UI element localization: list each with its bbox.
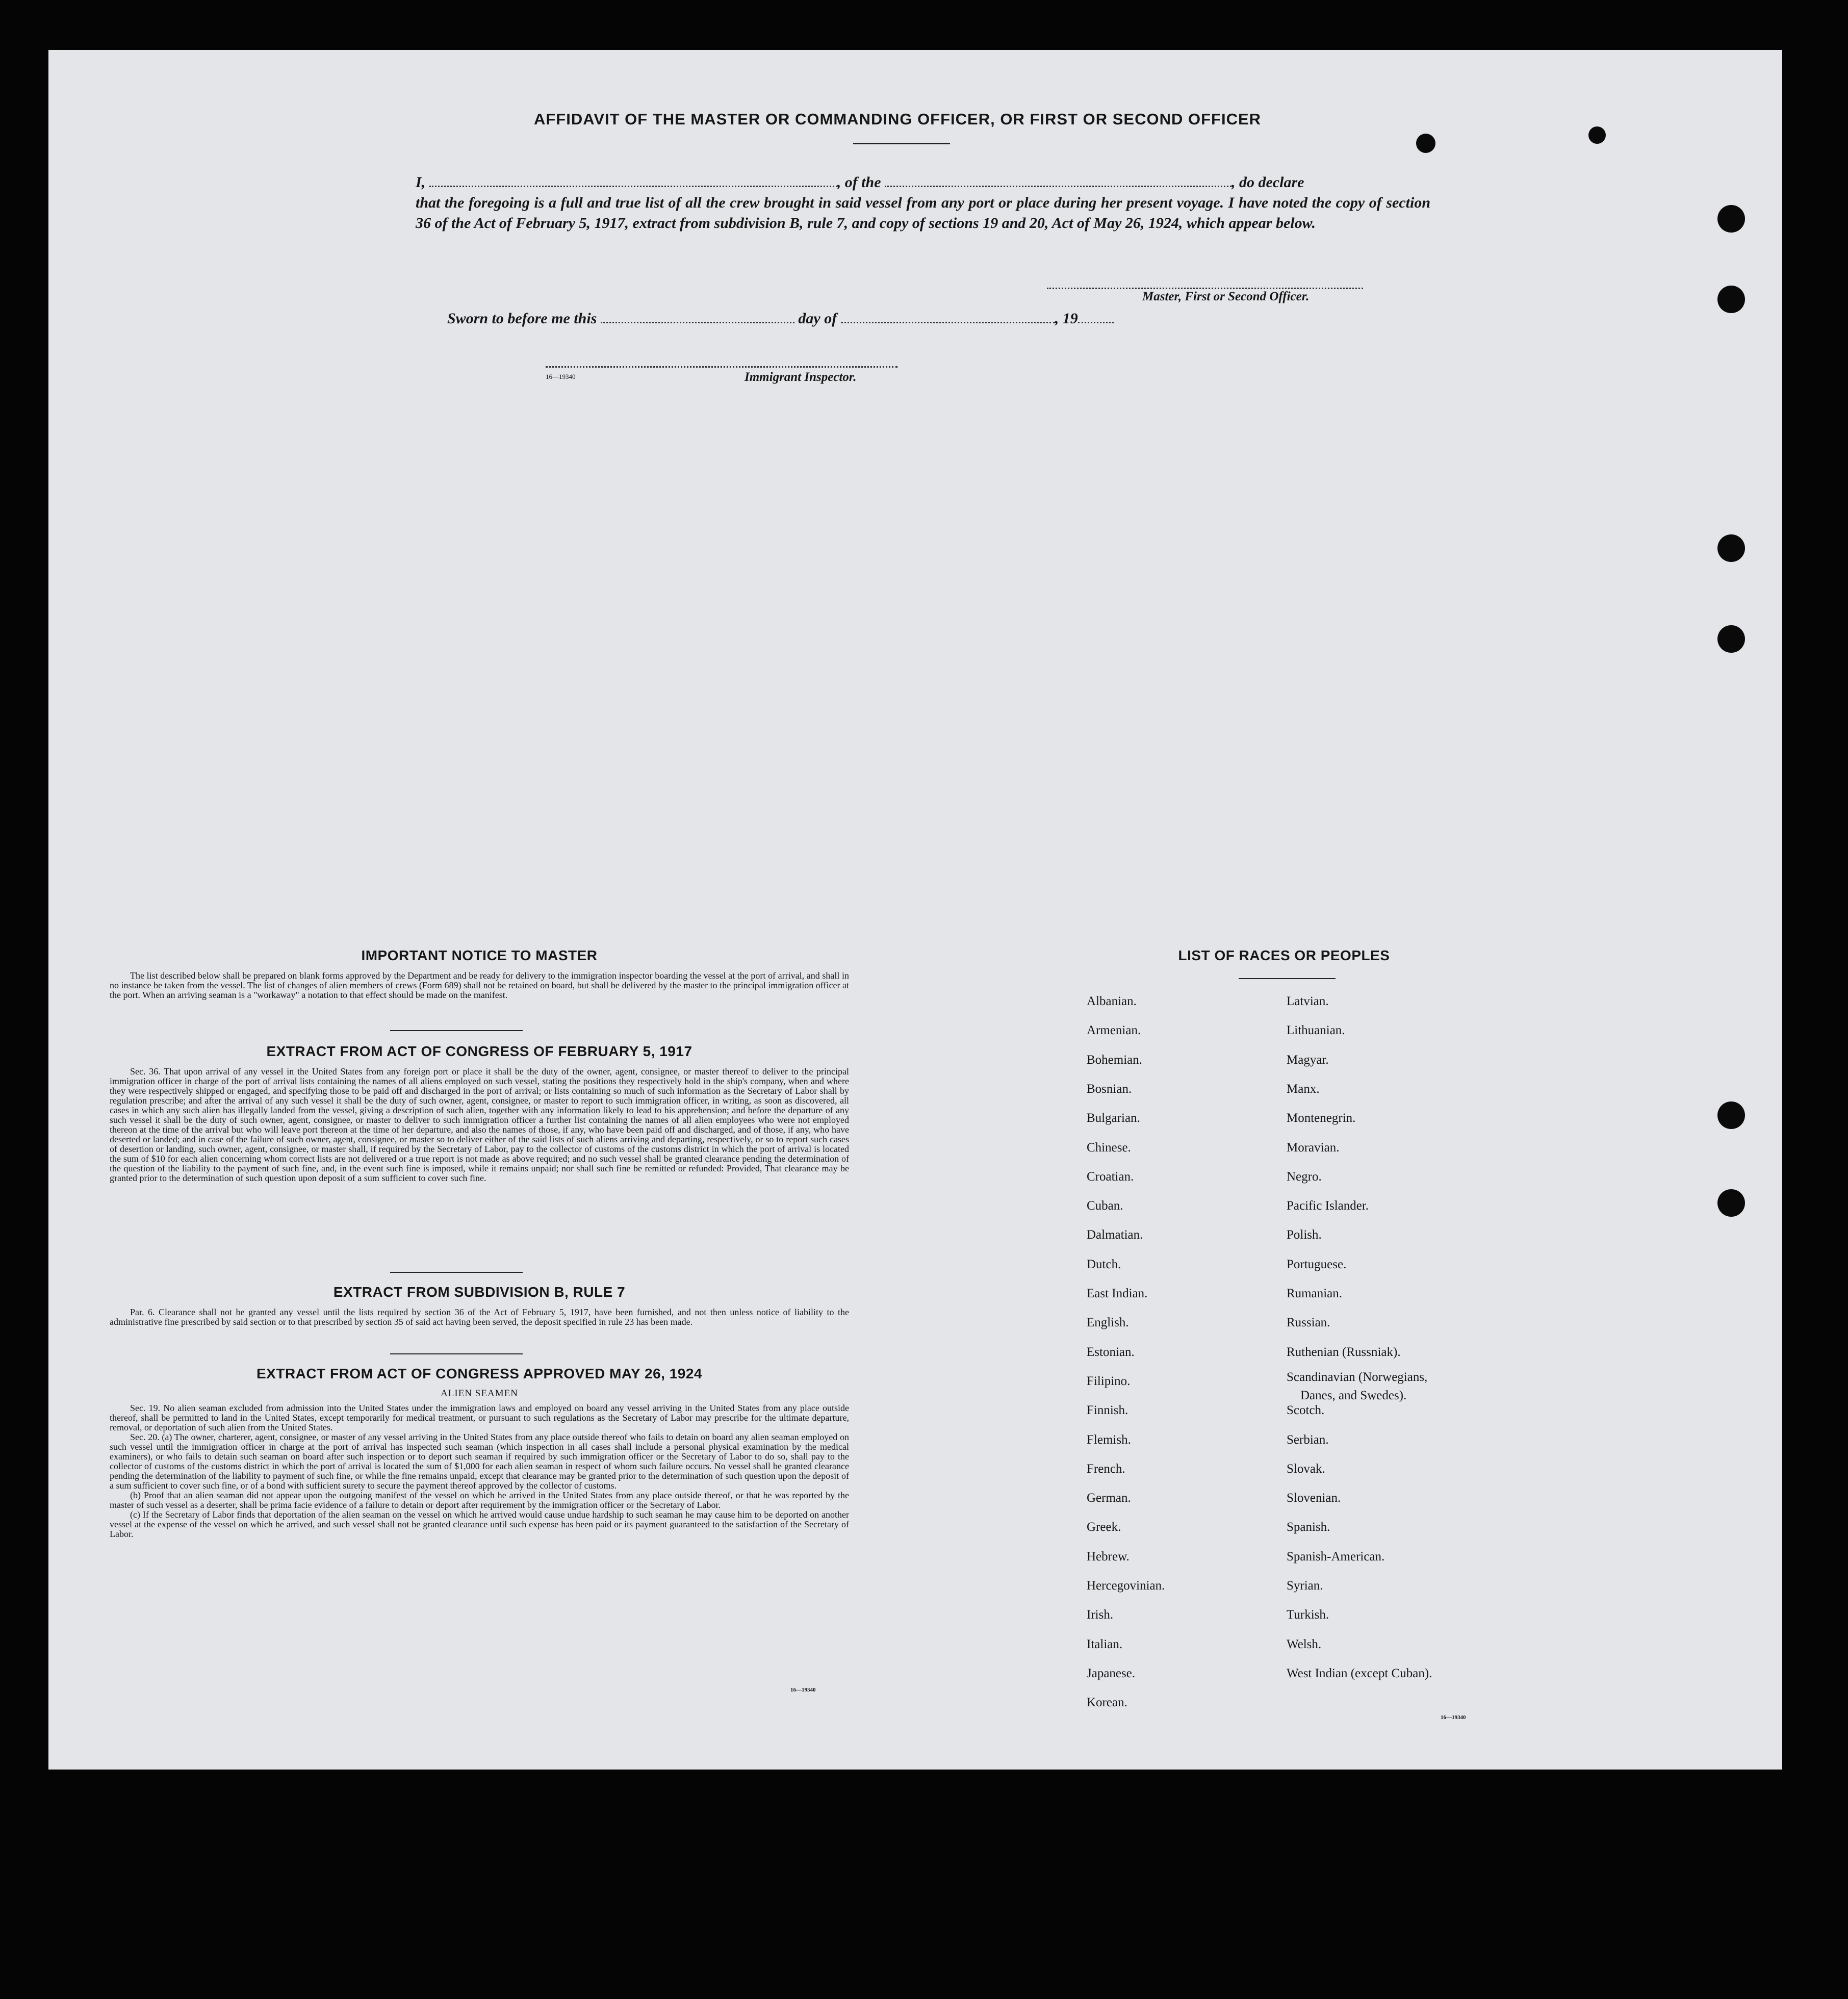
notice-title: IMPORTANT NOTICE TO MASTER [361,947,598,963]
binder-hole [1717,286,1745,313]
year-label: , 19 [1055,310,1078,327]
race-item: French. [1087,1462,1125,1476]
race-item: Greek. [1087,1520,1121,1534]
race-item: Filipino. [1087,1374,1131,1388]
race-item: Korean. [1087,1696,1127,1709]
subdivision-b-text [110,1308,849,1327]
race-item: Dutch. [1087,1258,1121,1271]
race-item: Bulgarian. [1087,1111,1140,1125]
race-item: Dalmatian. [1087,1228,1143,1242]
race-item: Bosnian. [1087,1082,1132,1096]
act-1917-paragraph: Sec. 36. That upon arrival of any vessel in the United States from any foreign port or place it shall be the duty of the owner, agent, consignee, or master thereof to deliver to the principal immigration officer in charge of the port of arrival lists containing the names of all aliens employed on such vessel, stating the positions they respectively hold in the ship's company, when and where they were respectively shipped or engaged, and specifying those to be paid off and discharged in the port of arrival; or lists containing so much of such information as the Secretary of Labor shall by regulation prescribe; and after the arrival of any such vessel it shall be the duty of such owner, agent, consignee, or master to report to such immigration officer, in writing, as soon as discovered, all cases in which any such alien has illegally landed from the vessel, giving a description of such alien, together with any information likely to lead to his apprehension; and before the departure of any such vessel it shall be the duty of such owner, agent, consignee, or master to deliver to such immigration officer a further list containing the names of all alien employees who were not employed thereon at the time of the arrival but who will leave port thereon at the time of her departure, and also the names of those, if any, who have been paid off and discharged, and of those, if any, who have deserted or landed; and in case of the failure of such owner, agent, consignee, or master so to deliver either of the said lists of such aliens arriving and departing, respectively, or so to report such cases of desertion or landing, such owner, agent, consignee, or master shall, if required by the Secretary of Labor, pay to the collector of customs of the customs district in which the port of arrival is located the sum of $10 for each alien concerning whom correct lists are not delivered or a true report is not made as above required; and no such vessel shall be granted clearance pending the determination of the question of the liability to the payment of such fine, and, in the event such fine is imposed, while it remains unpaid; nor shall such fine be remitted or refunded: Provided, That clearance may be granted prior to the determination of such question upon deposit of a sum sufficient to cover such fine. [110,1066,849,1183]
race-item: Pacific Islander. [1287,1199,1369,1213]
race-item: Hebrew. [1087,1550,1130,1564]
declare-label: , do declare [1231,174,1304,191]
vessel-name-field[interactable] [885,174,1231,187]
race-item: Spanish. [1287,1520,1330,1534]
subdivision-b-paragraph: Par. 6. Clearance shall not be granted any vessel until the lists required by section 36 of the Act of February 5, 1917, have been furnished, and not then unless notice of liability to the administrative fine prescribed by said section or to that prescribed by section 35 of said act having been served, the deposit specified in rule 23 has been made. [110,1307,849,1327]
race-item: Negro. [1287,1170,1322,1184]
race-item: Croatian. [1087,1170,1134,1184]
sworn-year-field[interactable] [1078,311,1114,323]
races-title-divider [1239,978,1336,979]
races-title: LIST OF RACES OR PEOPLES [1178,947,1390,963]
act-1924-sec-19: Sec. 19. No alien seaman excluded from admission into the United States under the immigration laws and employed on board any vessel arriving in the United States from any place outside thereof, shall be permitted to land in the United States, except temporarily for medical treatment, or pursuant to such regulations as the Secretary of Labor may prescribe for the ultimate departure, removal, or deportation of such alien from the United States. [110,1403,849,1432]
form-page [48,50,1782,1770]
race-item: Rumanian. [1287,1287,1343,1300]
sworn-month-field[interactable] [841,311,1055,323]
race-item: Irish. [1087,1608,1114,1622]
race-item: Moravian. [1287,1141,1340,1155]
race-item: Spanish-American. [1287,1550,1385,1564]
race-item: Polish. [1287,1228,1322,1242]
race-item: Cuban. [1087,1199,1123,1213]
declaration-line [416,172,1430,193]
form-number: 16—19340 [790,1687,816,1693]
act-1924-subtitle: ALIEN SEAMEN [441,1388,518,1399]
race-item: Slovenian. [1287,1491,1341,1505]
binder-hole [1717,534,1745,562]
race-item: Ruthenian (Russniak). [1287,1345,1401,1359]
sworn-line [447,310,1114,327]
inspector-signature-field[interactable] [546,366,897,368]
title-divider [853,143,950,144]
race-item: East Indian. [1087,1287,1148,1300]
race-item: English. [1087,1316,1129,1329]
race-item: Albanian. [1087,994,1137,1008]
declarant-name-field[interactable] [429,174,837,187]
section-divider [390,1030,523,1031]
punch-mark [1588,126,1606,144]
race-item: Magyar. [1287,1053,1329,1067]
vessel-label: , of the [837,174,881,191]
inspector-label: Immigrant Inspector. [745,370,857,384]
race-item: Portuguese. [1287,1258,1347,1271]
race-item: Montenegrin. [1287,1111,1356,1125]
race-item: Serbian. [1287,1433,1329,1447]
race-item: Chinese. [1087,1141,1131,1155]
race-item: Russian. [1287,1316,1330,1329]
race-item: Japanese. [1087,1667,1136,1680]
declaration-text: that the foregoing is a full and true list of all the crew brought in said vessel from any port or place during her present voyage. I have noted the copy of section 36 of the Act of February 5, 1917, extract from subdivision B, rule 7, and copy of sections 19 and 20, Act of May 26, 1924, which appear below. [416,194,1430,232]
declarant-label: I, [416,174,426,191]
race-item: West Indian (except Cuban). [1287,1667,1432,1680]
race-item: Armenian. [1087,1023,1141,1037]
race-item: German. [1087,1491,1131,1505]
race-item: Latvian. [1287,994,1329,1008]
notice-paragraph: The list described below shall be prepared on blank forms approved by the Department and be ready for delivery to the immigration inspector boarding the vessel at the port of arrival, and shall in no instance be taken from the vessel. The list of changes of alien members of crews (Form 689) shall not be retained on board, but shall be delivered by the master to the principal immigration officer at the port. When an arriving seaman is a "workaway" a notation to that effect should be made on the manifest. [110,970,849,1000]
act-1917-text [110,1067,849,1183]
race-item: Scandinavian (Norwegians, [1287,1370,1428,1384]
act-1924-sec-20b: (b) Proof that an alien seaman did not appear upon the outgoing manifest of the vessel on which he arrived in the United States from any place outside thereof, or that he was reported by the master of such vessel as a deserter, shall be prima facie evidence of a failure to detain or deport after requirement by the immigration officer or the Secretary of Labor. [110,1490,849,1510]
race-item: Italian. [1087,1637,1123,1651]
race-item: Lithuanian. [1287,1023,1345,1037]
section-divider [390,1353,523,1354]
affidavit-title: AFFIDAVIT OF THE MASTER OR COMMANDING OFFICER, OR FIRST OR SECOND OFFICER [533,110,1262,128]
binder-hole [1717,625,1745,653]
binder-hole [1717,1101,1745,1129]
notice-text [110,971,849,1000]
race-item: Flemish. [1087,1433,1131,1447]
day-of-label: day of [798,310,837,327]
act-1924-sec-20c: (c) If the Secretary of Labor finds that deportation of the alien seaman on the vessel on which he arrived would cause undue hardship to such seaman he may cause him to be deported on another vessel at the expense of the vessel on which he arrived, and such vessel shall not be granted clearance until such expense has been paid or its payment guaranteed to the satisfaction of the Secretary of Labor. [110,1509,849,1539]
sworn-day-field[interactable] [601,311,794,323]
race-item: Welsh. [1287,1637,1322,1651]
race-item: Turkish. [1287,1608,1329,1622]
sworn-label: Sworn to before me this [447,310,597,327]
race-item: Estonian. [1087,1345,1135,1359]
race-item: Bohemian. [1087,1053,1143,1067]
race-item: Slovak. [1287,1462,1325,1476]
race-item: Danes, and Swedes). [1300,1389,1407,1402]
act-1924-title: EXTRACT FROM ACT OF CONGRESS APPROVED MAY 26, 1924 [256,1366,702,1381]
race-item: Manx. [1287,1082,1320,1096]
master-signature-field[interactable] [1047,288,1363,289]
subdivision-b-title: EXTRACT FROM SUBDIVISION B, RULE 7 [333,1284,626,1300]
act-1917-title: EXTRACT FROM ACT OF CONGRESS OF FEBRUARY 5, 1917 [266,1043,692,1059]
binder-hole [1717,1189,1745,1217]
race-item: Scotch. [1287,1403,1325,1417]
ink-spot [1416,134,1435,153]
race-item: Syrian. [1287,1579,1323,1593]
act-1924-text [110,1403,849,1539]
master-signature-label: Master, First or Second Officer. [1142,290,1310,303]
section-divider [390,1272,523,1273]
race-item: Hercegovinian. [1087,1579,1165,1593]
affidavit-body [416,172,1430,234]
form-number: 16—19340 [1441,1714,1466,1721]
act-1924-sec-20a: Sec. 20. (a) The owner, charterer, agent, consignee, or master of any vessel arriving in the United States from any place outside thereof who fails to detain on board any alien seaman employed on such vessel until the immigration officer in charge at the port of arrival has inspected such seaman (which inspection in all cases shall include a personal physical examination by the medical examiners), or who fails to detain such seaman on board after such inspection or to deport such seaman if required by such immigration officer or the Secretary of Labor to do so, shall pay to the collector of customs of the customs district in which the port of arrival is located the sum of $1,000 for each alien seaman in respect of whom such failure occurs. No vessel shall be granted clearance pending the determination of the liability to payment of such fine, or while the fine remains unpaid, except that clearance may be granted prior to the determination of such question upon the deposit of a sum sufficient to cover such fine, or of a bond with sufficient surety to secure the payment thereof approved by the collector of customs. [110,1432,849,1491]
race-item: Finnish. [1087,1403,1128,1417]
form-number: 16—19340 [546,373,576,380]
binder-hole [1717,205,1745,233]
